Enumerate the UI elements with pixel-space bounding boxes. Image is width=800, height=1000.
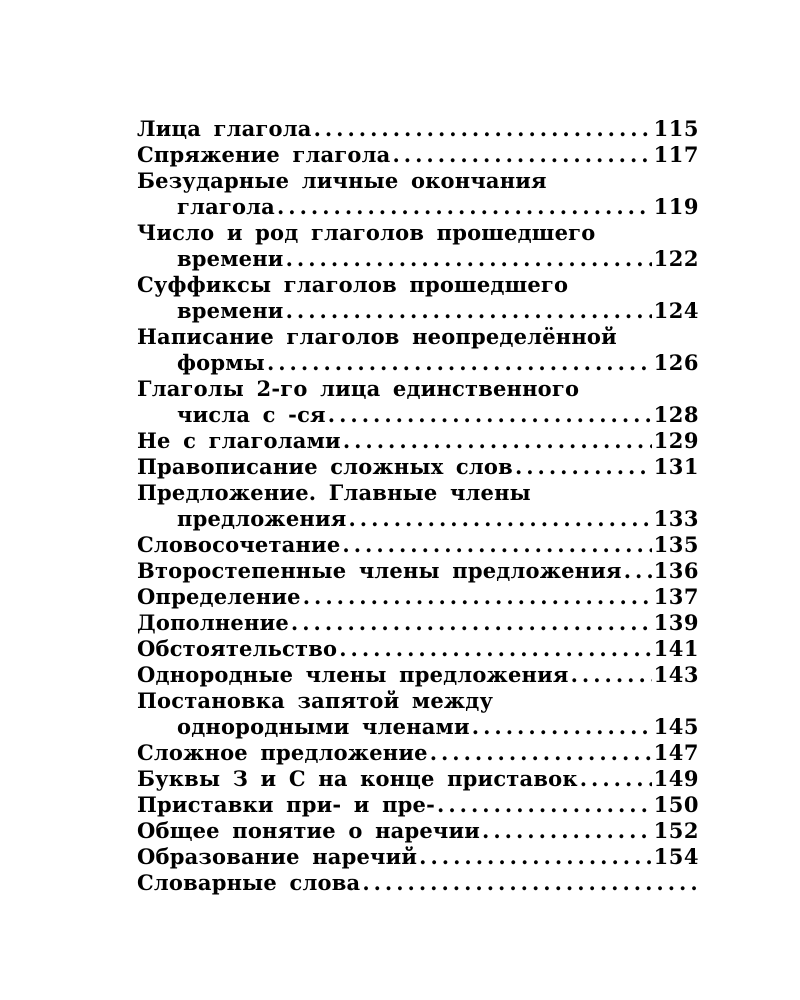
- dot-leader: [303, 584, 652, 610]
- toc-page-number: 119: [653, 194, 699, 219]
- toc-page-number: 137: [653, 584, 699, 609]
- toc-entry: [137, 740, 699, 766]
- toc-entry-line: [137, 740, 699, 766]
- toc-entry: [137, 688, 699, 740]
- toc-page-number: 139: [653, 610, 699, 635]
- toc-entry-line: [137, 376, 699, 402]
- toc-page-number: 141: [653, 636, 699, 661]
- toc-entry-title: Не с глаголами: [137, 428, 341, 453]
- toc-entry-line: [137, 142, 699, 168]
- toc-entry-line: [137, 298, 699, 324]
- dot-leader: [314, 116, 652, 142]
- toc-entry-line: [137, 506, 699, 532]
- toc-page-number: 133: [653, 506, 699, 531]
- dot-leader: [472, 714, 652, 740]
- toc-entry-title: Второстепенные члены предложения: [137, 558, 622, 583]
- toc-entry-title: Сложное предложение: [137, 740, 428, 765]
- toc-entry: [137, 142, 699, 168]
- toc-entry-line: [137, 402, 699, 428]
- toc-entry-title: Постановка запятой между: [137, 688, 494, 713]
- toc-entry-title: однородными членами: [177, 714, 470, 739]
- toc-entry-line: [137, 428, 699, 454]
- toc-entry: [137, 870, 699, 896]
- dot-leader: [482, 818, 652, 844]
- toc-entry: [137, 454, 699, 480]
- toc-entry-title: Обстоятельство: [137, 636, 338, 661]
- toc-entry: [137, 220, 699, 272]
- toc-page-number: 136: [653, 558, 699, 583]
- dot-leader: [342, 532, 651, 558]
- dot-leader: [392, 142, 651, 168]
- toc-entry-title: Правописание сложных слов: [137, 454, 513, 479]
- toc-entry: [137, 324, 699, 376]
- toc-entry-line: [137, 532, 699, 558]
- toc-entry-line: [137, 688, 699, 714]
- toc-entry-line: [137, 662, 699, 688]
- toc-page-number: 122: [653, 246, 699, 271]
- toc-entry-title: Буквы З и С на конце приставок: [137, 766, 578, 791]
- toc-entry: [137, 818, 699, 844]
- toc-entry-title: Предложение. Главные члены: [137, 480, 531, 505]
- dot-leader: [515, 454, 652, 480]
- toc-entry-line: [137, 454, 699, 480]
- toc-entry-line: [137, 584, 699, 610]
- toc-entry-line: [137, 558, 699, 584]
- dot-leader: [286, 246, 652, 272]
- toc-entry-title: предложения: [177, 506, 347, 531]
- toc-page-number: 135: [653, 532, 699, 557]
- dot-leader: [624, 558, 652, 584]
- toc-entry: [137, 558, 699, 584]
- toc-page-number: 124: [653, 298, 699, 323]
- table-of-contents: [137, 116, 699, 896]
- dot-leader: [362, 870, 697, 896]
- dot-leader: [348, 506, 651, 532]
- toc-page-number: 150: [653, 792, 699, 817]
- toc-entry-line: [137, 168, 699, 194]
- toc-entry-line: [137, 350, 699, 376]
- toc-page-number: 128: [653, 402, 699, 427]
- toc-entry-title: Суффиксы глаголов прошедшего: [137, 272, 569, 297]
- dot-leader: [328, 402, 652, 428]
- toc-page-number: 129: [653, 428, 699, 453]
- dot-leader: [437, 792, 652, 818]
- toc-entry-title: Определение: [137, 584, 301, 609]
- toc-entry: [137, 584, 699, 610]
- toc-entry-line: [137, 194, 699, 220]
- toc-entry: [137, 428, 699, 454]
- toc-entry: [137, 480, 699, 532]
- toc-entry-title: времени: [177, 298, 284, 323]
- toc-entry-title: глагола: [177, 194, 275, 219]
- dot-leader: [419, 844, 651, 870]
- dot-leader: [343, 428, 652, 454]
- toc-entry-line: [137, 480, 699, 506]
- toc-entry-line: [137, 610, 699, 636]
- toc-entry-title: Дополнение: [137, 610, 289, 635]
- toc-entry-title: Образование наречий: [137, 844, 418, 869]
- toc-entry-line: [137, 766, 699, 792]
- toc-entry: [137, 766, 699, 792]
- toc-entry-title: Глаголы 2-го лица единственного: [137, 376, 580, 401]
- toc-entry: [137, 116, 699, 142]
- toc-entry-line: [137, 844, 699, 870]
- toc-entry: [137, 532, 699, 558]
- toc-entry-title: Приставки при- и пре-: [137, 792, 436, 817]
- toc-page-number: 117: [653, 142, 699, 167]
- toc-entry-title: Словарные слова: [137, 870, 361, 895]
- toc-entry-line: [137, 818, 699, 844]
- toc-entry-title: Лица глагола: [137, 116, 312, 141]
- toc-entry: [137, 844, 699, 870]
- toc-entry: [137, 272, 699, 324]
- toc-entry: [137, 792, 699, 818]
- toc-entry: [137, 168, 699, 220]
- dot-leader: [339, 636, 651, 662]
- toc-page-number: 115: [653, 116, 699, 141]
- toc-page-number: 145: [653, 714, 699, 739]
- toc-entry-title: Число и род глаголов прошедшего: [137, 220, 596, 245]
- dot-leader: [430, 740, 652, 766]
- toc-entry-line: [137, 324, 699, 350]
- toc-entry-line: [137, 636, 699, 662]
- toc-entry-line: [137, 792, 699, 818]
- toc-entry-line: [137, 272, 699, 298]
- dot-leader: [277, 194, 652, 220]
- dot-leader: [580, 766, 652, 792]
- toc-page-number: 152: [653, 818, 699, 843]
- dot-leader: [286, 298, 652, 324]
- toc-entry: [137, 662, 699, 688]
- dot-leader: [571, 662, 652, 688]
- toc-entry-line: [137, 714, 699, 740]
- toc-entry-line: [137, 870, 699, 896]
- toc-entry-title: Общее понятие о наречии: [137, 818, 481, 843]
- dot-leader: [291, 610, 652, 636]
- toc-entry-title: Спряжение глагола: [137, 142, 391, 167]
- dot-leader: [267, 350, 652, 376]
- toc-entry: [137, 376, 699, 428]
- toc-entry-title: Однородные члены предложения: [137, 662, 569, 687]
- toc-page-number: 154: [653, 844, 699, 869]
- toc-page-number: 143: [653, 662, 699, 687]
- toc-entry: [137, 636, 699, 662]
- toc-entry-line: [137, 116, 699, 142]
- toc-entry-title: времени: [177, 246, 284, 271]
- toc-entry-title: Написание глаголов неопределённой: [137, 324, 617, 349]
- toc-entry-title: формы: [177, 350, 265, 375]
- toc-page-number: 147: [653, 740, 699, 765]
- toc-entry: [137, 610, 699, 636]
- toc-entry-line: [137, 246, 699, 272]
- toc-entry-line: [137, 220, 699, 246]
- toc-page-number: 149: [653, 766, 699, 791]
- toc-page-number: 126: [653, 350, 699, 375]
- toc-entry-title: числа с -ся: [177, 402, 326, 427]
- toc-entry-title: Безударные личные окончания: [137, 168, 547, 193]
- toc-entry-title: Словосочетание: [137, 532, 341, 557]
- toc-page-number: 131: [653, 454, 699, 479]
